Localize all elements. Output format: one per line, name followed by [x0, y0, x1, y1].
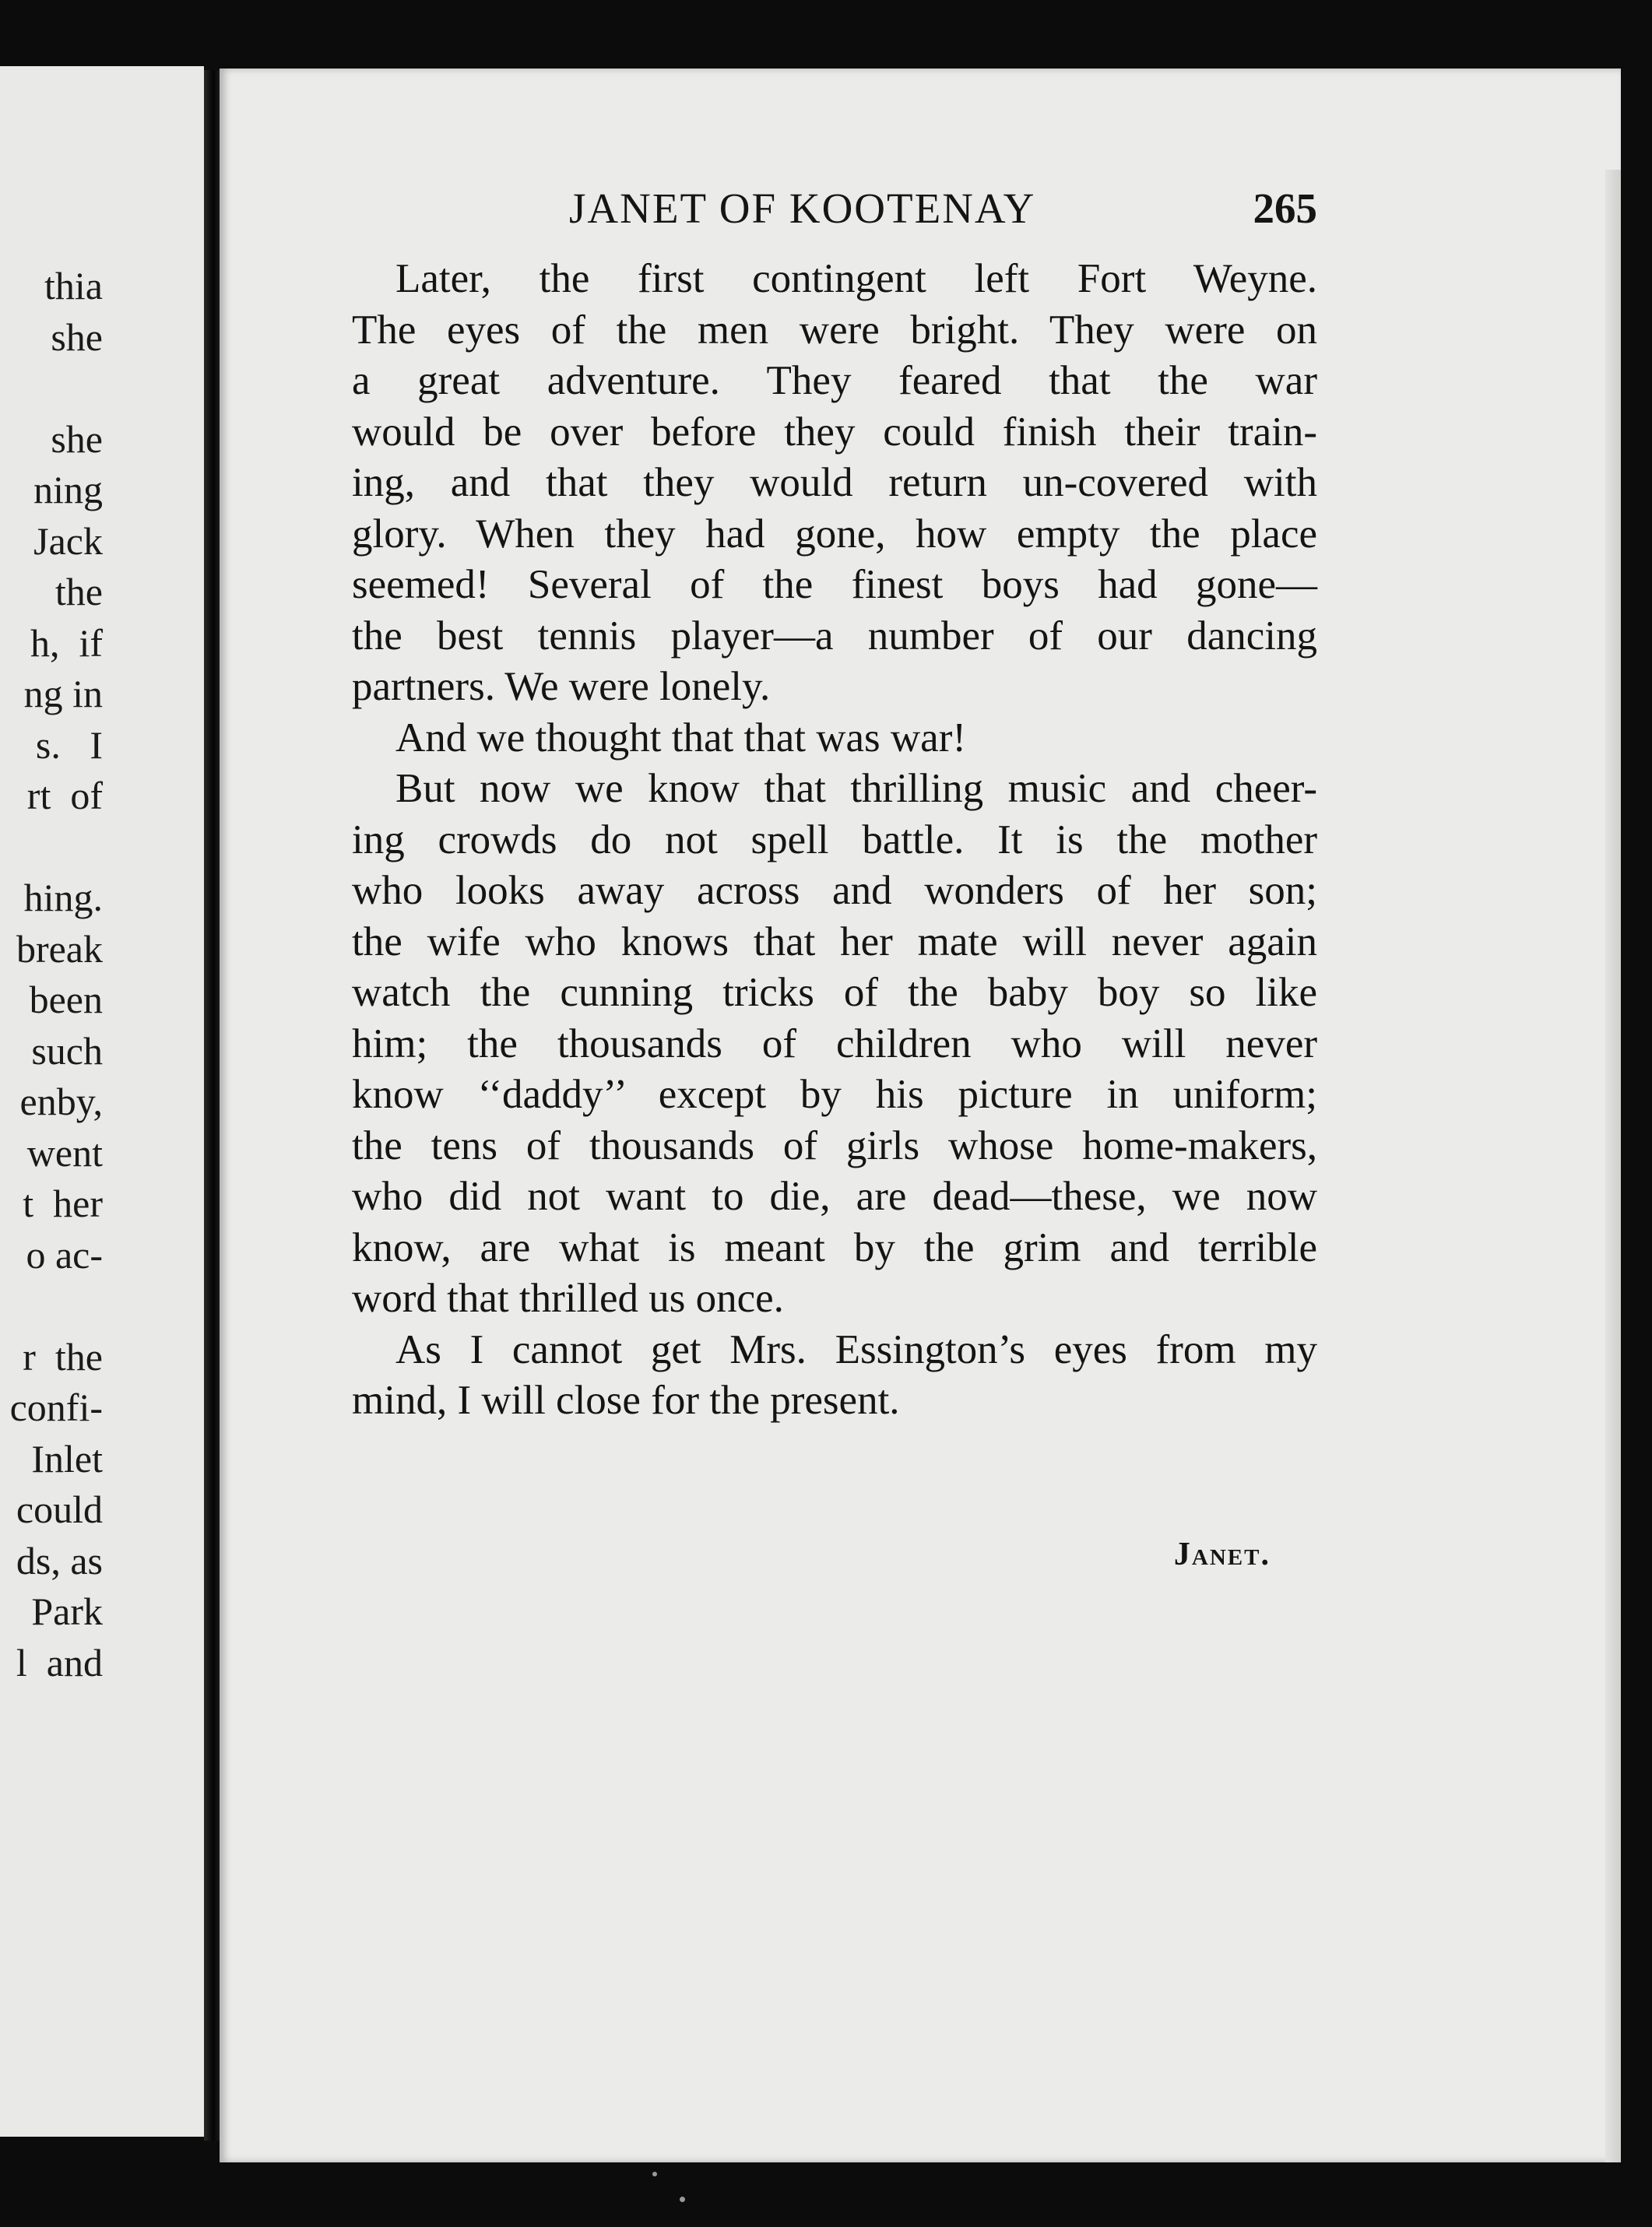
text-line: seemed! Several of the finest boys had gone— — [352, 562, 1317, 607]
scan-speck — [680, 2197, 685, 2202]
text-line: ing, and that they would return un-covered with — [352, 460, 1317, 505]
text-line: know ‘‘daddy’’ except by his picture in uniform; — [352, 1072, 1317, 1117]
text-line: know, are what is meant by the grim and terrible — [352, 1224, 1317, 1270]
left-page-line — [0, 1280, 204, 1332]
left-page-line — [0, 363, 204, 414]
body-text — [352, 254, 1317, 1427]
text-line: him; the thousands of children who will never — [352, 1020, 1317, 1066]
text-line: word that thrilled us once. — [352, 1276, 784, 1321]
text-line: would be over before they could finish their train- — [352, 409, 1317, 455]
right-page — [220, 68, 1621, 2162]
text-line: a great adventure. They feared that the war — [352, 358, 1317, 403]
left-facing-page — [0, 66, 204, 2137]
running-title: JANET OF KOOTENAY — [569, 184, 1036, 232]
left-page-line: rt of — [26, 774, 103, 817]
left-page-line: ning — [33, 468, 103, 511]
left-page-text-fragments — [0, 261, 204, 1688]
signature: Janet. — [1173, 1537, 1271, 1572]
left-page-line — [0, 822, 204, 873]
paragraph — [352, 1325, 1317, 1427]
page-number: 265 — [1253, 184, 1317, 232]
text-line: watch the cunning tricks of the baby boy so like — [352, 970, 1317, 1015]
left-page-line: went — [26, 1130, 103, 1175]
left-page-line: ng in — [23, 672, 103, 715]
left-page-line: enby, — [19, 1080, 103, 1123]
text-line: who looks away across and wonders of her son; — [352, 868, 1317, 913]
left-page-line: r the — [23, 1334, 103, 1379]
left-page-line: Inlet — [31, 1436, 103, 1481]
text-line: The eyes of the men were bright. They were on — [352, 307, 1317, 353]
text-line: the tens of thousands of girls whose home-makers, — [352, 1122, 1317, 1168]
left-page-line: hing. — [23, 876, 103, 919]
left-page-line: such — [31, 1028, 103, 1073]
left-page-line: she — [51, 314, 103, 359]
left-page-line: confi- — [9, 1386, 103, 1429]
left-page-line: s. I — [35, 722, 103, 767]
text-line: mind, I will close for the present. — [352, 1378, 900, 1423]
left-page-line: Jack — [33, 518, 103, 563]
left-page-line: Park — [31, 1589, 103, 1633]
left-page-line: o ac- — [26, 1232, 103, 1277]
text-line: And we thought that that was war! — [395, 715, 966, 760]
paragraph — [352, 764, 1317, 1325]
left-page-line: ds, as — [16, 1538, 103, 1582]
left-page-line: l and — [16, 1640, 103, 1684]
left-page-line: the — [54, 570, 103, 613]
text-line: Later, the first contingent left Fort Weyne. — [395, 256, 1317, 301]
text-line: As I cannot get Mrs. Essington’s eyes from my — [395, 1326, 1317, 1372]
left-page-line: could — [16, 1488, 103, 1531]
left-page-line: thia — [44, 264, 103, 307]
text-line: ing crowds do not spell battle. It is the mother — [352, 817, 1317, 862]
left-page-line: break — [16, 926, 103, 971]
left-page-line: been — [29, 978, 103, 1021]
text-line: the wife who knows that her mate will never again — [352, 919, 1317, 964]
text-line: But now we know that thrilling music and cheer- — [395, 766, 1317, 811]
left-page-line: t her — [23, 1182, 103, 1225]
paragraph — [352, 254, 1317, 713]
text-line: partners. We were lonely. — [352, 664, 771, 709]
book-gutter — [204, 70, 220, 2141]
page-edge — [1605, 170, 1621, 2162]
text-line: glory. When they had gone, how empty the place — [352, 511, 1317, 557]
paragraph — [352, 713, 1317, 764]
left-page-line: she — [51, 416, 103, 461]
text-line: the best tennis player—a number of our dancing — [352, 613, 1317, 659]
scan-speck — [652, 2172, 657, 2176]
left-page-line: h, if — [30, 620, 103, 665]
text-line: who did not want to die, are dead—these, we now — [352, 1174, 1317, 1219]
running-head — [352, 184, 1317, 242]
